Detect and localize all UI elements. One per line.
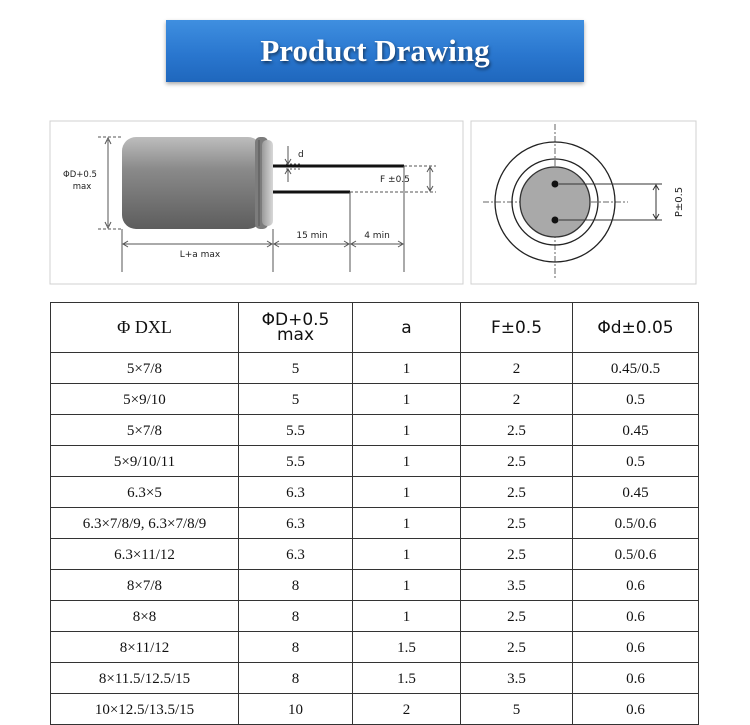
cell-diameter: 5.5 bbox=[239, 415, 353, 446]
table-header-row bbox=[51, 303, 699, 353]
body-length-label: L+a max bbox=[179, 250, 221, 260]
cell-a: 1.5 bbox=[353, 632, 461, 663]
cell-size: 8×7/8 bbox=[51, 570, 239, 601]
cell-lead-diameter: 0.5 bbox=[573, 384, 699, 415]
cell-f: 2 bbox=[461, 353, 573, 384]
cell-a: 1 bbox=[353, 384, 461, 415]
cell-size: 6.3×11/12 bbox=[51, 539, 239, 570]
col-header-lead-diameter: Φd±0.05 bbox=[573, 303, 699, 353]
cell-lead-diameter: 0.45/0.5 bbox=[573, 353, 699, 384]
cell-lead-diameter: 0.6 bbox=[573, 694, 699, 725]
table-row bbox=[51, 570, 699, 601]
cell-size: 6.3×5 bbox=[51, 477, 239, 508]
cell-lead-diameter: 0.5 bbox=[573, 446, 699, 477]
cell-a: 2 bbox=[353, 694, 461, 725]
lead-point-top bbox=[552, 181, 559, 188]
col-header-a: a bbox=[353, 303, 461, 353]
cell-size: 8×11.5/12.5/15 bbox=[51, 663, 239, 694]
cell-lead-diameter: 0.6 bbox=[573, 570, 699, 601]
cell-f: 2.5 bbox=[461, 539, 573, 570]
col-header-f: F±0.5 bbox=[461, 303, 573, 353]
cell-f: 2.5 bbox=[461, 446, 573, 477]
table-row bbox=[51, 508, 699, 539]
diameter-label-max: max bbox=[72, 182, 92, 192]
cell-f: 2.5 bbox=[461, 415, 573, 446]
cell-diameter: 8 bbox=[239, 663, 353, 694]
lead-diameter-label: d bbox=[298, 150, 304, 160]
cell-size: 6.3×7/8/9, 6.3×7/8/9 bbox=[51, 508, 239, 539]
table-row bbox=[51, 384, 699, 415]
cell-diameter: 6.3 bbox=[239, 508, 353, 539]
cell-lead-diameter: 0.5/0.6 bbox=[573, 539, 699, 570]
cell-f: 2.5 bbox=[461, 477, 573, 508]
cell-a: 1 bbox=[353, 601, 461, 632]
lead-spacing-label: F ±0.5 bbox=[380, 175, 410, 185]
product-drawing bbox=[0, 0, 750, 300]
cell-f: 2 bbox=[461, 384, 573, 415]
cell-lead-diameter: 0.6 bbox=[573, 601, 699, 632]
spec-table bbox=[50, 302, 699, 725]
cell-size: 5×7/8 bbox=[51, 353, 239, 384]
table-row bbox=[51, 632, 699, 663]
cell-size: 8×8 bbox=[51, 601, 239, 632]
cell-f: 2.5 bbox=[461, 508, 573, 539]
cell-diameter: 8 bbox=[239, 601, 353, 632]
table-row bbox=[51, 353, 699, 384]
cell-f: 3.5 bbox=[461, 570, 573, 601]
lead-point-bottom bbox=[552, 217, 559, 224]
cell-lead-diameter: 0.6 bbox=[573, 663, 699, 694]
table-row bbox=[51, 539, 699, 570]
col-header-diameter: ΦD+0.5 max bbox=[239, 303, 353, 353]
table-row bbox=[51, 415, 699, 446]
cell-a: 1 bbox=[353, 446, 461, 477]
table-row bbox=[51, 477, 699, 508]
cell-a: 1 bbox=[353, 508, 461, 539]
cell-f: 3.5 bbox=[461, 663, 573, 694]
cell-diameter: 8 bbox=[239, 570, 353, 601]
col-header-size: Φ DXL bbox=[51, 303, 239, 353]
pitch-label: P±0.5 bbox=[674, 186, 685, 218]
cell-a: 1 bbox=[353, 477, 461, 508]
cell-f: 2.5 bbox=[461, 601, 573, 632]
cell-lead-diameter: 0.45 bbox=[573, 477, 699, 508]
table-row bbox=[51, 446, 699, 477]
lead-length-label: 15 min bbox=[296, 231, 328, 241]
cell-diameter: 8 bbox=[239, 632, 353, 663]
cell-diameter: 10 bbox=[239, 694, 353, 725]
cell-a: 1 bbox=[353, 570, 461, 601]
cell-size: 10×12.5/13.5/15 bbox=[51, 694, 239, 725]
capacitor-end-view bbox=[483, 124, 628, 280]
cell-size: 5×7/8 bbox=[51, 415, 239, 446]
cell-size: 5×9/10/11 bbox=[51, 446, 239, 477]
cell-lead-diameter: 0.5/0.6 bbox=[573, 508, 699, 539]
cell-diameter: 6.3 bbox=[239, 477, 353, 508]
lead-offset-label: 4 min bbox=[364, 231, 390, 241]
cell-diameter: 6.3 bbox=[239, 539, 353, 570]
table-row bbox=[51, 601, 699, 632]
cell-f: 5 bbox=[461, 694, 573, 725]
cell-size: 8×11/12 bbox=[51, 632, 239, 663]
cell-f: 2.5 bbox=[461, 632, 573, 663]
cell-diameter: 5 bbox=[239, 353, 353, 384]
cell-a: 1 bbox=[353, 539, 461, 570]
cell-diameter: 5.5 bbox=[239, 446, 353, 477]
table-row bbox=[51, 663, 699, 694]
cell-a: 1.5 bbox=[353, 663, 461, 694]
capacitor-side-view bbox=[122, 137, 273, 229]
cell-a: 1 bbox=[353, 415, 461, 446]
page-title: Product Drawing bbox=[260, 33, 490, 68]
table-row bbox=[51, 694, 699, 725]
cell-size: 5×9/10 bbox=[51, 384, 239, 415]
diameter-label: ΦD+0.5 bbox=[63, 170, 97, 180]
cell-a: 1 bbox=[353, 353, 461, 384]
cell-diameter: 5 bbox=[239, 384, 353, 415]
cell-lead-diameter: 0.45 bbox=[573, 415, 699, 446]
cell-lead-diameter: 0.6 bbox=[573, 632, 699, 663]
